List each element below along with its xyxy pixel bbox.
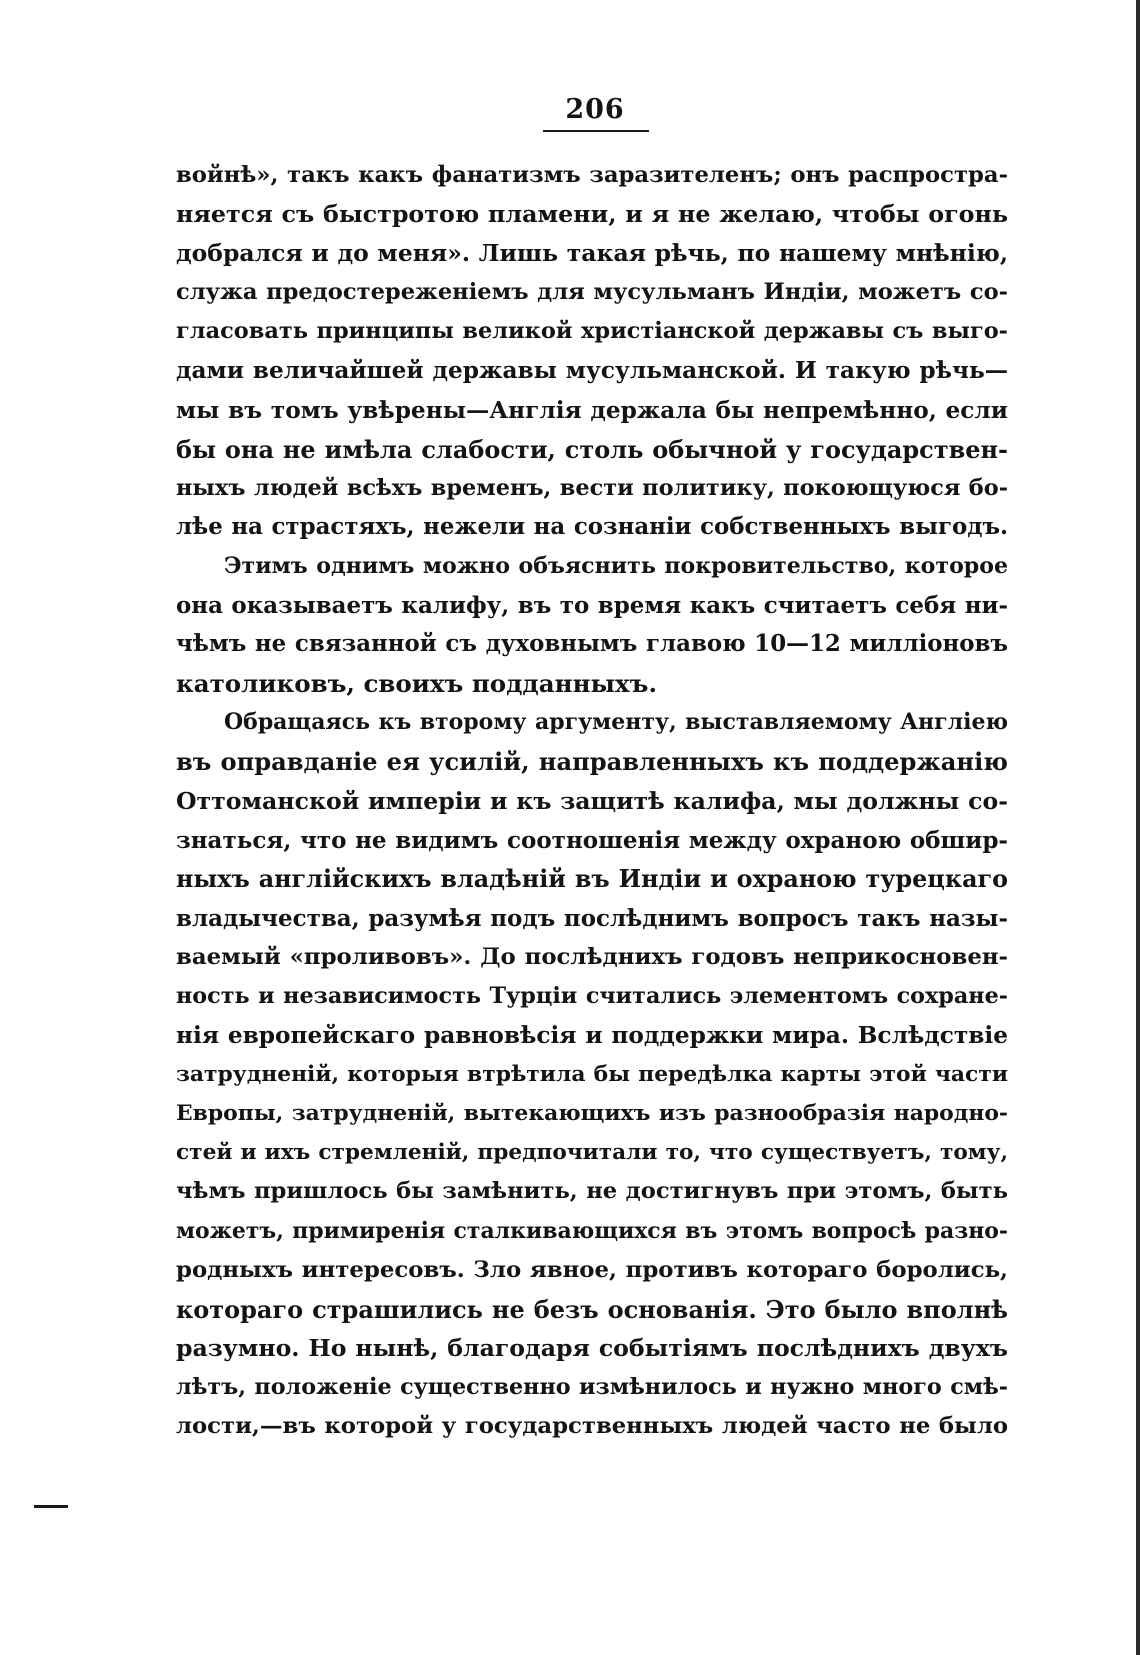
- paragraph-3: [176, 703, 1008, 1446]
- margin-mark: [34, 1505, 68, 1508]
- text-line: лѣе на страстяхъ, нежели на сознаніи собственныхъ выгодъ.: [176, 513, 1008, 540]
- text-line: Европы, затрудненій, вытекающихъ изъ разнообразія народно-: [176, 1100, 1008, 1127]
- text-line: мы въ томъ увѣрены—Англія держала бы непремѣнно, если: [176, 396, 1008, 424]
- text-line: разумно. Но нынѣ, благодаря событіямъ послѣднихъ двухъ: [176, 1333, 1008, 1362]
- text-line: родныхъ интересовъ. Зло явное, противъ котораго боролись,: [176, 1256, 1008, 1283]
- scan-edge-shadow: [1136, 0, 1140, 1655]
- text-line: войнѣ», такъ какъ фанатизмъ заразителенъ; онъ распростра-: [176, 162, 1008, 188]
- body-text: [176, 156, 1008, 1446]
- text-line: ныхъ англійскихъ владѣній въ Индіи и охраною турецкаго: [176, 864, 1008, 893]
- text-line: затрудненій, которыя втрѣтила бы передѣлка карты этой части: [176, 1062, 1008, 1088]
- text-line: стей и ихъ стремленій, предпочитали то, что существуетъ, тому,: [176, 1140, 1008, 1166]
- text-line: чѣмъ не связанной съ духовнымъ главою 10—12 милліоновъ: [176, 631, 1008, 658]
- text-line: католиковъ, своихъ подданныхъ.: [176, 669, 657, 699]
- text-line: бы она не имѣла слабости, столь обычной у государствен-: [176, 434, 1008, 464]
- text-line: ваемый «проливовъ». До послѣднихъ годовъ неприкосновен-: [176, 943, 1008, 970]
- paragraph-2: [176, 547, 1008, 703]
- text-line: она оказываетъ калифу, въ то время какъ считаетъ себя ни-: [176, 592, 1008, 620]
- text-line: Обращаясь къ второму аргументу, выставляемому Англіею: [224, 709, 1008, 736]
- text-line: чѣмъ пришлось бы замѣнить, не достигнувъ при этомъ, быть: [176, 1178, 1008, 1205]
- text-line: няется съ быстротою пламени, и я не желаю, чтобы огонь: [176, 200, 1008, 229]
- text-line: лости,—въ которой у государственныхъ людей часто не было: [176, 1413, 1008, 1439]
- paragraph-1: [176, 156, 1008, 547]
- page-number: 206: [565, 94, 625, 125]
- text-line: можетъ, примиренія сталкивающихся въ этомъ вопросѣ разно-: [176, 1217, 1008, 1244]
- text-line: лѣтъ, положеніе существенно измѣнилось и нужно много смѣ-: [176, 1373, 1008, 1400]
- text-line: знаться, что не видимъ соотношенія между охраною обшир-: [176, 826, 1008, 854]
- text-line: служа предостереженіемъ для мусульманъ Индіи, можетъ со-: [176, 279, 1008, 306]
- text-line: гласовать принципы великой христіанской державы съ выго-: [176, 318, 1008, 345]
- text-line: Этимъ однимъ можно объяснить покровительство, которое: [224, 552, 1008, 579]
- text-line: ныхъ людей всѣхъ временъ, вести политику, покоющуюся бо-: [176, 474, 1008, 501]
- text-line: нія европейскаго равновѣсія и поддержки мира. Вслѣдствіе: [176, 1022, 1008, 1050]
- text-line: дами величайшей державы мусульманской. И такую рѣчь—: [176, 357, 1008, 385]
- text-line: владычества, разумѣя подъ послѣднимъ вопросъ такъ назы-: [176, 904, 1008, 932]
- header-rule: [543, 130, 649, 132]
- text-line: въ оправданіе ея усилій, направленныхъ къ поддержанію: [176, 747, 1008, 777]
- text-line: котораго страшились не безъ основанія. Это было вполнѣ: [176, 1294, 1008, 1324]
- text-line: ность и независимость Турціи считались элементомъ сохране-: [176, 982, 1008, 1009]
- text-line: Оттоманской имперіи и къ защитѣ калифа, мы должны со-: [176, 786, 1008, 815]
- text-line: добрался и до меня». Лишь такая рѣчь, по нашему мнѣнію,: [176, 239, 1008, 268]
